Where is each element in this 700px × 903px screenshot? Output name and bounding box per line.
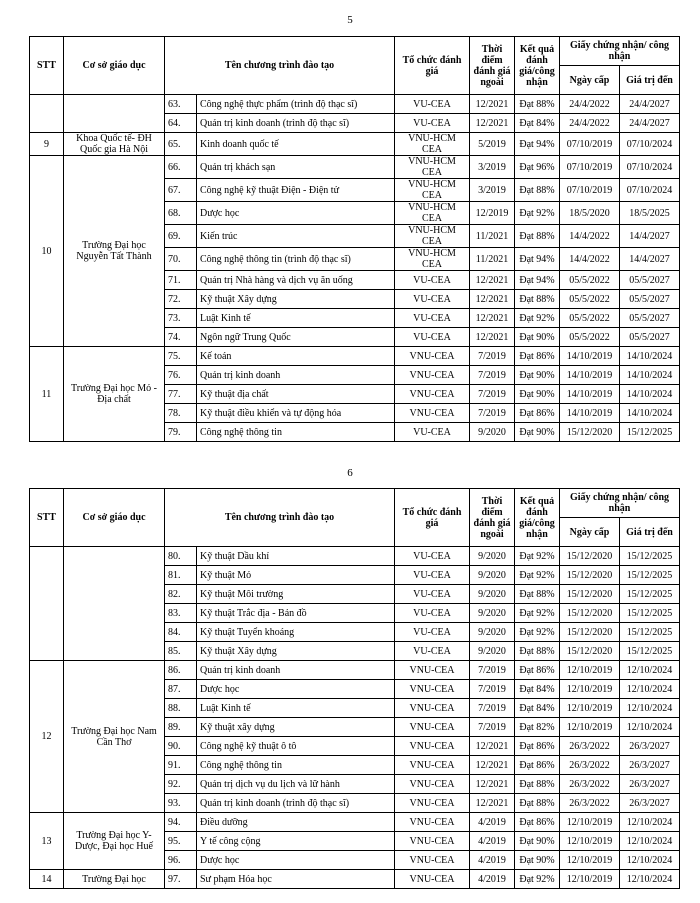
evaluation-org: VNU-CEA (395, 851, 470, 870)
row-number: 84. (165, 623, 197, 642)
issue-date: 14/4/2022 (560, 225, 620, 248)
evaluation-time: 7/2019 (470, 404, 515, 423)
table-row (30, 870, 680, 889)
issue-date: 24/4/2022 (560, 114, 620, 133)
header-result: Kết quả đánh giá/công nhận (515, 37, 560, 95)
row-number: 65. (165, 133, 197, 156)
row-number: 94. (165, 813, 197, 832)
program-name: Kỹ thuật Mỏ (197, 566, 395, 585)
school-cell: Khoa Quốc tế- ĐH Quốc gia Hà Nội (64, 133, 165, 156)
issue-date: 15/12/2020 (560, 547, 620, 566)
accreditation-table (29, 488, 680, 889)
program-name: Công nghệ thông tin (trình độ thạc sĩ) (197, 248, 395, 271)
row-number: 79. (165, 423, 197, 442)
valid-until: 15/12/2025 (620, 547, 680, 566)
school-cell: Trường Đại học Y-Dược, Đại học Huế (64, 813, 165, 870)
header-valid-until: Giá trị đến (620, 518, 680, 547)
evaluation-time: 7/2019 (470, 347, 515, 366)
valid-until: 15/12/2025 (620, 566, 680, 585)
valid-until: 15/12/2025 (620, 642, 680, 661)
row-number: 76. (165, 366, 197, 385)
page-number: 6 (347, 467, 353, 479)
evaluation-result: Đạt 94% (515, 248, 560, 271)
row-number: 92. (165, 775, 197, 794)
evaluation-org: VNU-CEA (395, 366, 470, 385)
row-number: 80. (165, 547, 197, 566)
evaluation-result: Đạt 92% (515, 623, 560, 642)
evaluation-result: Đạt 88% (515, 225, 560, 248)
evaluation-org: VNU-HCM CEA (395, 133, 470, 156)
header-org: Tổ chức đánh giá (395, 37, 470, 95)
row-number: 63. (165, 95, 197, 114)
evaluation-org: VNU-CEA (395, 404, 470, 423)
evaluation-org: VNU-CEA (395, 385, 470, 404)
row-number: 64. (165, 114, 197, 133)
program-name: Sư phạm Hóa học (197, 870, 395, 889)
valid-until: 14/10/2024 (620, 404, 680, 423)
valid-until: 12/10/2024 (620, 680, 680, 699)
evaluation-result: Đạt 88% (515, 642, 560, 661)
valid-until: 26/3/2027 (620, 775, 680, 794)
program-name: Quản trị kinh doanh (trình độ thạc sĩ) (197, 114, 395, 133)
evaluation-org: VNU-CEA (395, 718, 470, 737)
issue-date: 07/10/2019 (560, 156, 620, 179)
issue-date: 14/10/2019 (560, 385, 620, 404)
evaluation-result: Đạt 94% (515, 133, 560, 156)
program-name: Công nghệ kỹ thuật ô tô (197, 737, 395, 756)
header-issue-date: Ngày cấp (560, 66, 620, 95)
evaluation-result: Đạt 82% (515, 718, 560, 737)
program-name: Quản trị dịch vụ du lịch và lữ hành (197, 775, 395, 794)
valid-until: 14/10/2024 (620, 385, 680, 404)
stt-cell: 13 (30, 813, 64, 870)
page-number: 5 (347, 14, 353, 26)
evaluation-org: VNU-CEA (395, 680, 470, 699)
evaluation-result: Đạt 88% (515, 775, 560, 794)
program-name: Dược học (197, 202, 395, 225)
row-number: 95. (165, 832, 197, 851)
evaluation-result: Đạt 88% (515, 95, 560, 114)
evaluation-org: VNU-CEA (395, 699, 470, 718)
evaluation-org: VU-CEA (395, 114, 470, 133)
valid-until: 12/10/2024 (620, 851, 680, 870)
program-name: Kỹ thuật Xây dựng (197, 642, 395, 661)
evaluation-time: 5/2019 (470, 133, 515, 156)
issue-date: 12/10/2019 (560, 661, 620, 680)
evaluation-org: VNU-HCM CEA (395, 225, 470, 248)
issue-date: 14/10/2019 (560, 404, 620, 423)
evaluation-result: Đạt 92% (515, 604, 560, 623)
issue-date: 05/5/2022 (560, 271, 620, 290)
evaluation-time: 4/2019 (470, 813, 515, 832)
valid-until: 07/10/2024 (620, 133, 680, 156)
header-time: Thời điểm đánh giá ngoài (470, 489, 515, 547)
issue-date: 12/10/2019 (560, 870, 620, 889)
row-number: 89. (165, 718, 197, 737)
valid-until: 24/4/2027 (620, 95, 680, 114)
row-number: 72. (165, 290, 197, 309)
valid-until: 14/10/2024 (620, 347, 680, 366)
valid-until: 26/3/2027 (620, 737, 680, 756)
evaluation-org: VU-CEA (395, 95, 470, 114)
table-row (30, 133, 680, 156)
valid-until: 18/5/2025 (620, 202, 680, 225)
row-number: 82. (165, 585, 197, 604)
evaluation-result: Đạt 88% (515, 585, 560, 604)
valid-until: 26/3/2027 (620, 794, 680, 813)
evaluation-time: 12/2021 (470, 271, 515, 290)
evaluation-time: 12/2021 (470, 775, 515, 794)
valid-until: 05/5/2027 (620, 290, 680, 309)
evaluation-org: VNU-HCM CEA (395, 202, 470, 225)
evaluation-time: 12/2021 (470, 328, 515, 347)
row-number: 88. (165, 699, 197, 718)
valid-until: 07/10/2024 (620, 179, 680, 202)
issue-date: 15/12/2020 (560, 566, 620, 585)
evaluation-result: Đạt 90% (515, 385, 560, 404)
program-name: Kinh doanh quốc tế (197, 133, 395, 156)
program-name: Quản trị kinh doanh (trình độ thạc sĩ) (197, 794, 395, 813)
evaluation-time: 12/2021 (470, 290, 515, 309)
evaluation-org: VU-CEA (395, 271, 470, 290)
evaluation-time: 9/2020 (470, 642, 515, 661)
evaluation-org: VNU-CEA (395, 756, 470, 775)
evaluation-time: 4/2019 (470, 851, 515, 870)
school-cell: Trường Đại học Nguyễn Tất Thành (64, 156, 165, 347)
evaluation-result: Đạt 86% (515, 737, 560, 756)
valid-until: 12/10/2024 (620, 832, 680, 851)
valid-until: 14/4/2027 (620, 225, 680, 248)
header-time: Thời điểm đánh giá ngoài (470, 37, 515, 95)
valid-until: 12/10/2024 (620, 870, 680, 889)
program-name: Dược học (197, 680, 395, 699)
header-result: Kết quả đánh giá/công nhận (515, 489, 560, 547)
valid-until: 15/12/2025 (620, 423, 680, 442)
evaluation-result: Đạt 92% (515, 202, 560, 225)
program-name: Kỹ thuật Trắc địa - Bản đồ (197, 604, 395, 623)
program-name: Luật Kinh tế (197, 309, 395, 328)
evaluation-time: 3/2019 (470, 156, 515, 179)
row-number: 71. (165, 271, 197, 290)
evaluation-org: VNU-HCM CEA (395, 179, 470, 202)
row-number: 96. (165, 851, 197, 870)
issue-date: 14/4/2022 (560, 248, 620, 271)
program-name: Quản trị kinh doanh (197, 661, 395, 680)
program-name: Kỹ thuật Xây dựng (197, 290, 395, 309)
header-stt: STT (30, 489, 64, 547)
evaluation-org: VU-CEA (395, 623, 470, 642)
program-name: Ngôn ngữ Trung Quốc (197, 328, 395, 347)
program-name: Kỹ thuật điều khiển và tự động hóa (197, 404, 395, 423)
issue-date: 15/12/2020 (560, 604, 620, 623)
program-name: Quản trị khách sạn (197, 156, 395, 179)
school-cell: Trường Đại học (64, 870, 165, 889)
evaluation-org: VNU-CEA (395, 775, 470, 794)
evaluation-org: VU-CEA (395, 328, 470, 347)
evaluation-org: VNU-HCM CEA (395, 248, 470, 271)
stt-cell (30, 95, 64, 133)
program-name: Dược học (197, 851, 395, 870)
evaluation-time: 9/2020 (470, 623, 515, 642)
issue-date: 05/5/2022 (560, 290, 620, 309)
stt-cell: 10 (30, 156, 64, 347)
program-name: Kỹ thuật xây dựng (197, 718, 395, 737)
evaluation-org: VNU-HCM CEA (395, 156, 470, 179)
program-name: Y tế công cộng (197, 832, 395, 851)
program-name: Công nghệ thực phẩm (trình độ thạc sĩ) (197, 95, 395, 114)
header-school: Cơ sở giáo dục (64, 489, 165, 547)
evaluation-time: 12/2021 (470, 756, 515, 775)
program-name: Kiến trúc (197, 225, 395, 248)
program-name: Kỹ thuật địa chất (197, 385, 395, 404)
valid-until: 12/10/2024 (620, 718, 680, 737)
row-number: 74. (165, 328, 197, 347)
valid-until: 05/5/2027 (620, 309, 680, 328)
evaluation-org: VU-CEA (395, 547, 470, 566)
school-cell (64, 547, 165, 661)
evaluation-result: Đạt 90% (515, 366, 560, 385)
evaluation-result: Đạt 88% (515, 179, 560, 202)
evaluation-result: Đạt 88% (515, 290, 560, 309)
evaluation-result: Đạt 94% (515, 271, 560, 290)
stt-cell: 12 (30, 661, 64, 813)
row-number: 68. (165, 202, 197, 225)
evaluation-org: VU-CEA (395, 566, 470, 585)
valid-until: 26/3/2027 (620, 756, 680, 775)
program-name: Kỹ thuật Tuyển khoáng (197, 623, 395, 642)
issue-date: 12/10/2019 (560, 832, 620, 851)
issue-date: 12/10/2019 (560, 680, 620, 699)
evaluation-org: VU-CEA (395, 642, 470, 661)
evaluation-time: 12/2021 (470, 114, 515, 133)
issue-date: 26/3/2022 (560, 775, 620, 794)
row-number: 81. (165, 566, 197, 585)
header-program: Tên chương trình đào tạo (165, 37, 395, 95)
row-number: 85. (165, 642, 197, 661)
evaluation-time: 7/2019 (470, 385, 515, 404)
evaluation-time: 9/2020 (470, 547, 515, 566)
evaluation-org: VU-CEA (395, 290, 470, 309)
valid-until: 15/12/2025 (620, 623, 680, 642)
row-number: 93. (165, 794, 197, 813)
accreditation-table (29, 36, 680, 442)
header-org: Tổ chức đánh giá (395, 489, 470, 547)
issue-date: 05/5/2022 (560, 309, 620, 328)
evaluation-result: Đạt 86% (515, 813, 560, 832)
school-cell: Trường Đại học Mỏ - Địa chất (64, 347, 165, 442)
issue-date: 14/10/2019 (560, 347, 620, 366)
evaluation-result: Đạt 90% (515, 423, 560, 442)
row-number: 70. (165, 248, 197, 271)
issue-date: 15/12/2020 (560, 642, 620, 661)
stt-cell: 11 (30, 347, 64, 442)
table-row (30, 347, 680, 366)
issue-date: 07/10/2019 (560, 179, 620, 202)
program-name: Kỹ thuật Dầu khí (197, 547, 395, 566)
issue-date: 05/5/2022 (560, 328, 620, 347)
program-name: Quản trị kinh doanh (197, 366, 395, 385)
stt-cell: 9 (30, 133, 64, 156)
evaluation-org: VU-CEA (395, 423, 470, 442)
evaluation-time: 4/2019 (470, 832, 515, 851)
evaluation-org: VNU-CEA (395, 737, 470, 756)
evaluation-time: 7/2019 (470, 680, 515, 699)
row-number: 69. (165, 225, 197, 248)
program-name: Kế toán (197, 347, 395, 366)
table-row (30, 156, 680, 179)
row-number: 75. (165, 347, 197, 366)
evaluation-org: VNU-CEA (395, 870, 470, 889)
table-row (30, 813, 680, 832)
stt-cell (30, 547, 64, 661)
evaluation-result: Đạt 96% (515, 156, 560, 179)
school-cell (64, 95, 165, 133)
evaluation-result: Đạt 92% (515, 547, 560, 566)
evaluation-result: Đạt 88% (515, 794, 560, 813)
header-valid-until: Giá trị đến (620, 66, 680, 95)
evaluation-time: 7/2019 (470, 718, 515, 737)
row-number: 87. (165, 680, 197, 699)
evaluation-time: 9/2020 (470, 423, 515, 442)
issue-date: 26/3/2022 (560, 737, 620, 756)
header-stt: STT (30, 37, 64, 95)
row-number: 73. (165, 309, 197, 328)
evaluation-org: VU-CEA (395, 585, 470, 604)
evaluation-org: VNU-CEA (395, 832, 470, 851)
evaluation-result: Đạt 84% (515, 114, 560, 133)
row-number: 86. (165, 661, 197, 680)
evaluation-result: Đạt 84% (515, 699, 560, 718)
valid-until: 07/10/2024 (620, 156, 680, 179)
header-certificate: Giấy chứng nhận/ công nhận (560, 489, 680, 518)
issue-date: 12/10/2019 (560, 851, 620, 870)
program-name: Luật Kinh tế (197, 699, 395, 718)
evaluation-result: Đạt 84% (515, 680, 560, 699)
header-program: Tên chương trình đào tạo (165, 489, 395, 547)
evaluation-time: 9/2020 (470, 585, 515, 604)
issue-date: 12/10/2019 (560, 718, 620, 737)
row-number: 90. (165, 737, 197, 756)
evaluation-result: Đạt 86% (515, 756, 560, 775)
evaluation-result: Đạt 86% (515, 404, 560, 423)
header-issue-date: Ngày cấp (560, 518, 620, 547)
program-name: Công nghệ thông tin (197, 756, 395, 775)
stt-cell: 14 (30, 870, 64, 889)
table-row (30, 547, 680, 566)
issue-date: 24/4/2022 (560, 95, 620, 114)
issue-date: 15/12/2020 (560, 623, 620, 642)
evaluation-result: Đạt 92% (515, 870, 560, 889)
evaluation-org: VU-CEA (395, 309, 470, 328)
valid-until: 15/12/2025 (620, 604, 680, 623)
issue-date: 12/10/2019 (560, 699, 620, 718)
evaluation-result: Đạt 90% (515, 851, 560, 870)
issue-date: 26/3/2022 (560, 756, 620, 775)
school-cell: Trường Đại học Nam Cần Thơ (64, 661, 165, 813)
evaluation-org: VNU-CEA (395, 794, 470, 813)
issue-date: 26/3/2022 (560, 794, 620, 813)
evaluation-time: 12/2019 (470, 202, 515, 225)
valid-until: 14/4/2027 (620, 248, 680, 271)
header-certificate: Giấy chứng nhận/ công nhận (560, 37, 680, 66)
evaluation-time: 7/2019 (470, 699, 515, 718)
evaluation-result: Đạt 90% (515, 832, 560, 851)
table-row (30, 661, 680, 680)
row-number: 97. (165, 870, 197, 889)
evaluation-time: 11/2021 (470, 225, 515, 248)
valid-until: 24/4/2027 (620, 114, 680, 133)
evaluation-result: Đạt 92% (515, 566, 560, 585)
row-number: 66. (165, 156, 197, 179)
program-name: Quản trị Nhà hàng và dịch vụ ăn uống (197, 271, 395, 290)
issue-date: 07/10/2019 (560, 133, 620, 156)
program-name: Điều dưỡng (197, 813, 395, 832)
valid-until: 12/10/2024 (620, 699, 680, 718)
evaluation-time: 12/2021 (470, 794, 515, 813)
program-name: Công nghệ thông tin (197, 423, 395, 442)
evaluation-result: Đạt 92% (515, 309, 560, 328)
evaluation-time: 12/2021 (470, 737, 515, 756)
row-number: 77. (165, 385, 197, 404)
evaluation-result: Đạt 90% (515, 328, 560, 347)
header-school: Cơ sở giáo dục (64, 37, 165, 95)
row-number: 91. (165, 756, 197, 775)
evaluation-time: 12/2021 (470, 95, 515, 114)
row-number: 83. (165, 604, 197, 623)
evaluation-org: VNU-CEA (395, 661, 470, 680)
issue-date: 18/5/2020 (560, 202, 620, 225)
valid-until: 12/10/2024 (620, 813, 680, 832)
valid-until: 05/5/2027 (620, 271, 680, 290)
evaluation-time: 9/2020 (470, 604, 515, 623)
evaluation-time: 7/2019 (470, 366, 515, 385)
evaluation-time: 3/2019 (470, 179, 515, 202)
evaluation-time: 7/2019 (470, 661, 515, 680)
table-row (30, 95, 680, 114)
program-name: Kỹ thuật Môi trường (197, 585, 395, 604)
evaluation-time: 11/2021 (470, 248, 515, 271)
row-number: 67. (165, 179, 197, 202)
issue-date: 15/12/2020 (560, 585, 620, 604)
evaluation-org: VNU-CEA (395, 347, 470, 366)
evaluation-result: Đạt 86% (515, 347, 560, 366)
program-name: Công nghệ kỹ thuật Điện - Điện tử (197, 179, 395, 202)
valid-until: 12/10/2024 (620, 661, 680, 680)
evaluation-result: Đạt 86% (515, 661, 560, 680)
issue-date: 14/10/2019 (560, 366, 620, 385)
valid-until: 15/12/2025 (620, 585, 680, 604)
evaluation-time: 9/2020 (470, 566, 515, 585)
evaluation-org: VU-CEA (395, 604, 470, 623)
issue-date: 15/12/2020 (560, 423, 620, 442)
issue-date: 12/10/2019 (560, 813, 620, 832)
valid-until: 05/5/2027 (620, 328, 680, 347)
evaluation-time: 12/2021 (470, 309, 515, 328)
evaluation-org: VNU-CEA (395, 813, 470, 832)
evaluation-time: 4/2019 (470, 870, 515, 889)
valid-until: 14/10/2024 (620, 366, 680, 385)
row-number: 78. (165, 404, 197, 423)
